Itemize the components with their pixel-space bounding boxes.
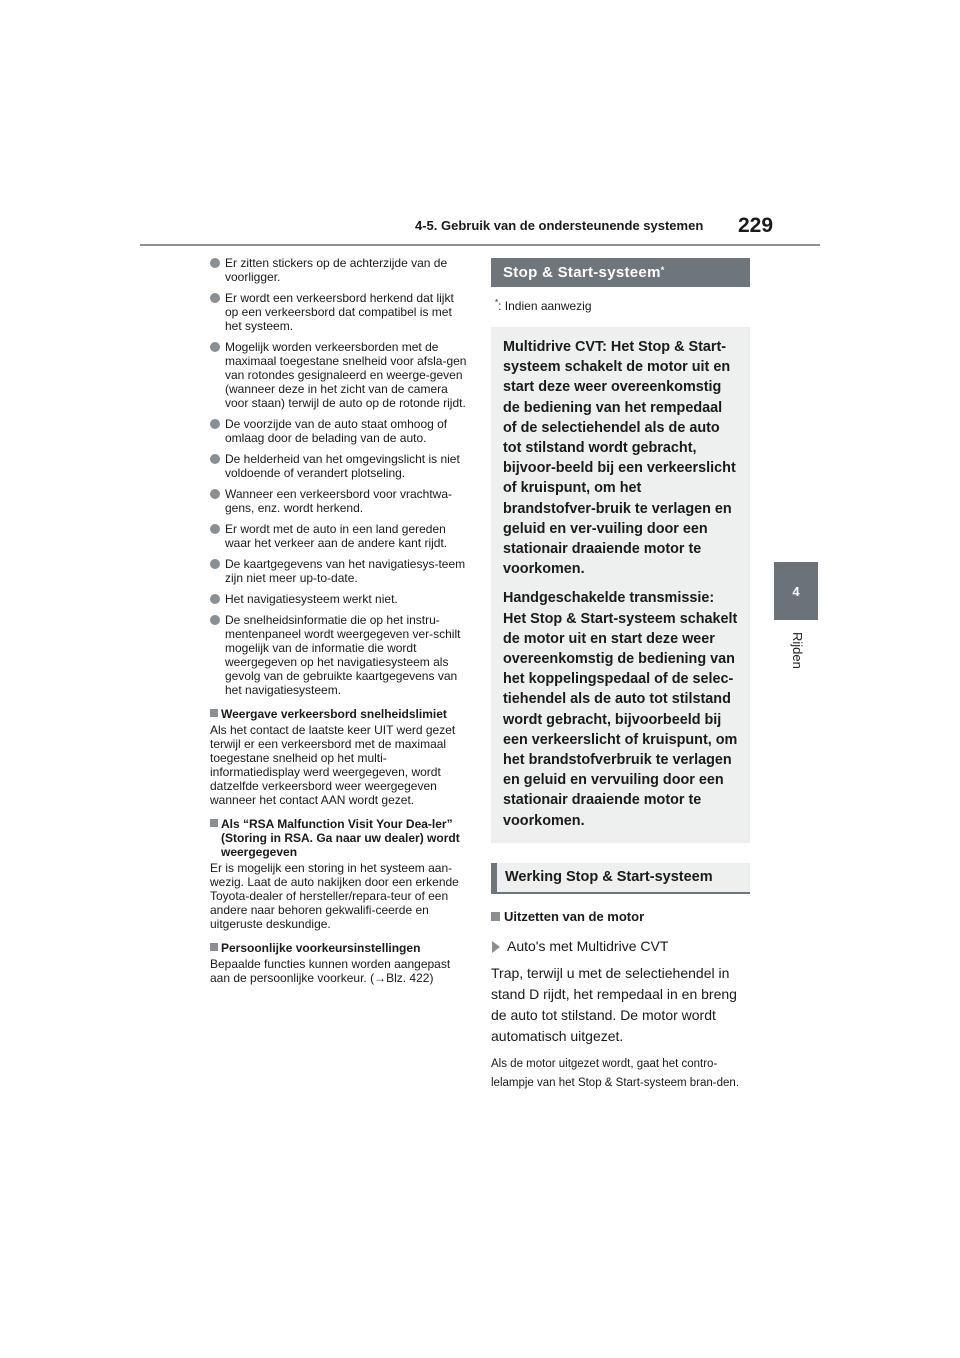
list-item-text: De voorzijde van de auto staat omhoog of omlaag door de belading van de auto.: [225, 417, 448, 445]
list-item-text: De snelheidsinformatie die op het instru-mentenpaneel wordt weergegeven ver-schilt mogelijk van de informatie die wordt weergegeven op het navigatiesysteem als gevolg van de gebruikte kaartgegevens van het navigatiesysteem.: [225, 613, 461, 697]
list-item-text: Er wordt met de auto in een land gereden waar het verkeer aan de andere kant rijdt.: [225, 522, 448, 550]
note-paragraph: Als de motor uitgezet wordt, gaat het contro-lelampje van het Stop & Start-systeem bran-den.: [491, 1057, 740, 1089]
bullet-dot-icon: [210, 454, 220, 464]
section-heading-text: Weergave verkeersbord snelheidslimiet: [221, 707, 447, 721]
chapter-tab: 4: [774, 562, 818, 620]
sub-heading: [491, 909, 750, 924]
section-paragraph: Als het contact de laatste keer UIT werd gezet terwijl er een verkeersbord met de maximaal toegestane snelheid op het multi-informatiedisplay werd weergegeven, wordt datzelfde verkeersbord weer weergegeven wanneer het contact AAN wordt gezet.: [210, 723, 456, 807]
list-item-text: Er zitten stickers op de achterzijde van de voorligger.: [225, 256, 448, 284]
page-number: 229: [738, 214, 774, 237]
right-column: [491, 258, 750, 1093]
subsection-title-bar: [491, 863, 750, 894]
bullet-dot-icon: [210, 419, 220, 429]
list-item: [210, 592, 470, 606]
list-item-text: Wanneer een verkeersbord voor vrachtwa-gens, enz. wordt herkend.: [225, 487, 452, 515]
section-heading-text: Als “RSA Malfunction Visit Your Dea-ler” (Storing in RSA. Ga naar uw dealer) wordt weergegeven: [221, 817, 460, 859]
section-paragraph: Er is mogelijk een storing in het systeem aan-wezig. Laat de auto nakijken door een erkende Toyota-dealer of hersteller/repara-teur of een andere naar behoren gekwalifi-ceerde en uitgeruste deskundige.: [210, 861, 459, 931]
summary-paragraph: Handgeschakelde transmissie: Het Stop & Start-systeem schakelt de motor uit en start deze weer overeenkomstig de bediening van het koppelingspedaal of de selec-tiehendel als de auto tot stilstand wordt gebracht, bijvoorbeeld bij een verkeerslicht of kruispunt, om het brandstofverbruik te verlagen en geluid en vervuiling door een stationair draaiende motor te voorkomen.: [503, 590, 738, 829]
bullet-dot-icon: [210, 524, 220, 534]
list-item-text: De helderheid van het omgevingslicht is niet voldoende of verandert plotseling.: [225, 452, 460, 480]
chapter-label: Rijden: [790, 632, 805, 669]
section-heading: [210, 817, 470, 859]
triangle-item-text: Auto's met Multidrive CVT: [507, 937, 669, 954]
list-item: [210, 557, 470, 585]
bullet-dot-icon: [210, 342, 220, 352]
section-title-bar: [491, 258, 750, 287]
list-item: [210, 291, 470, 333]
square-bullet-icon: [210, 709, 218, 717]
footnote-asterisk: *: [495, 298, 499, 307]
bullet-dot-icon: [210, 258, 220, 268]
list-item: [210, 340, 470, 410]
list-item: [210, 613, 470, 697]
title-asterisk: *: [660, 264, 665, 275]
triangle-bullet-icon: [492, 941, 500, 953]
square-bullet-icon: [210, 943, 218, 951]
list-item-text: Er wordt een verkeersbord herkend dat lijkt op een verkeersbord dat compatibel is met het systeem.: [225, 291, 454, 333]
list-item: [210, 487, 470, 515]
triangle-item: [491, 938, 750, 954]
left-column: [210, 256, 470, 989]
header-divider: [140, 244, 820, 246]
summary-box: [491, 327, 750, 843]
list-item-text: Het navigatiesysteem werkt niet.: [225, 592, 398, 606]
section-title: Stop & Start-systeem: [503, 264, 661, 281]
list-item: [210, 522, 470, 550]
footnote: [495, 298, 750, 313]
sub-heading-text: Uitzetten van de motor: [504, 908, 645, 924]
section-header: 4-5. Gebruik van de ondersteunende systemen: [415, 218, 704, 233]
list-item-text: De kaartgegevens van het navigatiesys-teem zijn niet meer up-to-date.: [225, 557, 466, 585]
body-paragraph: Trap, terwijl u met de selectiehendel in stand D rijdt, het rempedaal in en breng de auto tot stilstand. De motor wordt automatisch uitgezet.: [491, 964, 737, 1044]
summary-paragraph: Multidrive CVT: Het Stop & Start-systeem schakelt de motor uit en start deze weer overeenkomstig de bediening van het rempedaal of de selectiehendel als de auto tot stilstand wordt gebracht, bijvoor-beeld bij een verkeerslicht of kruispunt, om het brandstofver-bruik te verlagen en geluid en ver-vuiling door een stationair draaiende motor te voorkomen.: [503, 339, 736, 578]
list-item: [210, 452, 470, 480]
square-bullet-icon: [491, 912, 500, 921]
list-item: [210, 417, 470, 445]
bullet-dot-icon: [210, 559, 220, 569]
subsection-title: Werking Stop & Start-systeem: [505, 869, 713, 886]
section-heading: [210, 707, 470, 721]
bullet-dot-icon: [210, 489, 220, 499]
section-paragraph: Bepaalde functies kunnen worden aangepast aan de persoonlijke voorkeur. (→Blz. 422): [210, 957, 451, 985]
section-heading: [210, 941, 470, 955]
bullet-dot-icon: [210, 293, 220, 303]
square-bullet-icon: [210, 819, 218, 827]
list-item-text: Mogelijk worden verkeersborden met de maximaal toegestane snelheid voor afsla-gen van rotondes gesignaleerd en weerge-geven (wanneer deze in het zicht van de camera voor staan) terwijl de auto op de rotonde rijdt.: [225, 340, 467, 410]
bullet-dot-icon: [210, 594, 220, 604]
bullet-dot-icon: [210, 615, 220, 625]
section-heading-text: Persoonlijke voorkeursinstellingen: [221, 941, 421, 955]
list-item: [210, 256, 470, 284]
footnote-text: : Indien aanwezig: [498, 299, 592, 313]
